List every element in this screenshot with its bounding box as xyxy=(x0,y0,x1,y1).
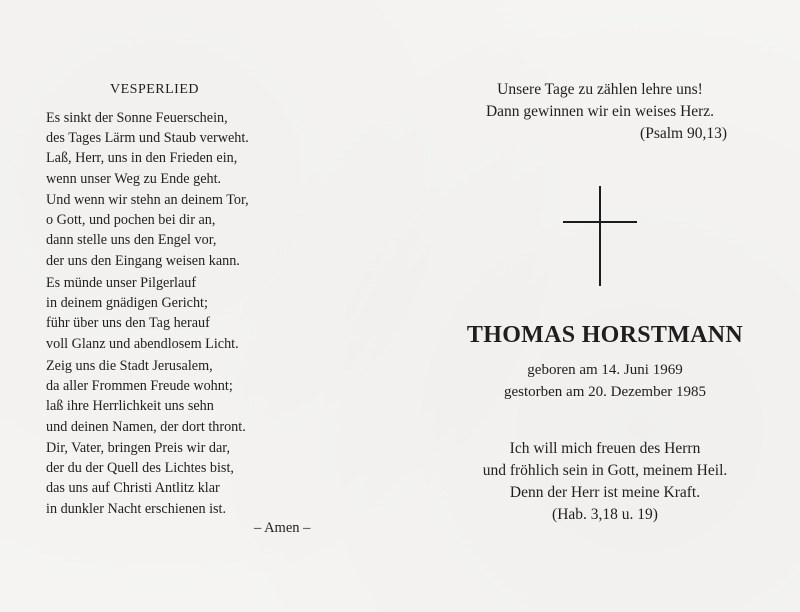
stanza-line: voll Glanz und abendlosem Licht. xyxy=(46,335,239,352)
stanza-line: Zeig uns die Stadt Jerusalem, xyxy=(46,358,213,374)
quote-line: und fröhlich sein in Gott, meinem Heil. xyxy=(482,462,728,479)
psalm-quote xyxy=(455,79,745,145)
stanza-line: und deinen Namen, der dort thront. xyxy=(46,418,246,435)
hymn-title: VESPERLIED xyxy=(110,82,199,97)
stanza-line: führ über uns den Tag herauf xyxy=(46,315,210,332)
habakkuk-quote xyxy=(450,438,760,526)
stanza-line: laß ihre Herrlichkeit uns sehn xyxy=(46,398,214,415)
death-date: gestorben am 20. Dezember 1985 xyxy=(503,384,707,400)
stanza-line: der du der Quell des Lichtes bist, xyxy=(46,460,234,477)
stanza-line: des Tages Lärm und Staub verweht. xyxy=(46,130,249,147)
stanza-line: wenn unser Weg zu Ende geht. xyxy=(46,170,222,187)
hymn-closing: – Amen – xyxy=(254,520,311,536)
quote-reference: (Psalm 90,13) xyxy=(640,125,727,142)
stanza-line: Laß, Herr, uns in den Frieden ein, xyxy=(46,150,238,167)
stanza-2 xyxy=(46,190,249,271)
stanza-line: der uns den Eingang weisen kann. xyxy=(46,252,240,269)
stanza-line: Dir, Vater, bringen Preis wir dar, xyxy=(46,440,230,456)
stanza-line: Es münde unser Pilgerlauf xyxy=(46,275,197,291)
stanza-line: in dunkler Nacht erschienen ist. xyxy=(46,500,227,517)
life-dates xyxy=(455,359,755,403)
quote-line: Denn der Herr ist meine Kraft. xyxy=(509,484,701,501)
birth-date: geboren am 14. Juni 1969 xyxy=(527,362,683,378)
stanza-line: das uns auf Christi Antlitz klar xyxy=(46,480,220,497)
stanza-1 xyxy=(46,108,249,189)
stanza-4 xyxy=(46,356,246,437)
cross-icon xyxy=(560,186,640,286)
stanza-line: in deinem gnädigen Gericht; xyxy=(46,295,208,312)
deceased-name: THOMAS HORSTMANN xyxy=(466,322,744,348)
stanza-line: o Gott, und pochen bei dir an, xyxy=(46,212,216,229)
stanza-3 xyxy=(46,273,239,354)
stanza-5 xyxy=(46,438,234,519)
quote-line: Unsere Tage zu zählen lehre uns! xyxy=(497,81,703,98)
stanza-line: da aller Frommen Freude wohnt; xyxy=(46,378,233,395)
stanza-line: Es sinkt der Sonne Feuerschein, xyxy=(46,110,228,126)
quote-reference: (Hab. 3,18 u. 19) xyxy=(552,506,658,523)
quote-line: Dann gewinnen wir ein weises Herz. xyxy=(485,103,715,120)
stanza-line: Und wenn wir stehn an deinem Tor, xyxy=(46,192,249,208)
quote-line: Ich will mich freuen des Herrn xyxy=(509,440,701,457)
stanza-line: dann stelle uns den Engel vor, xyxy=(46,232,217,249)
